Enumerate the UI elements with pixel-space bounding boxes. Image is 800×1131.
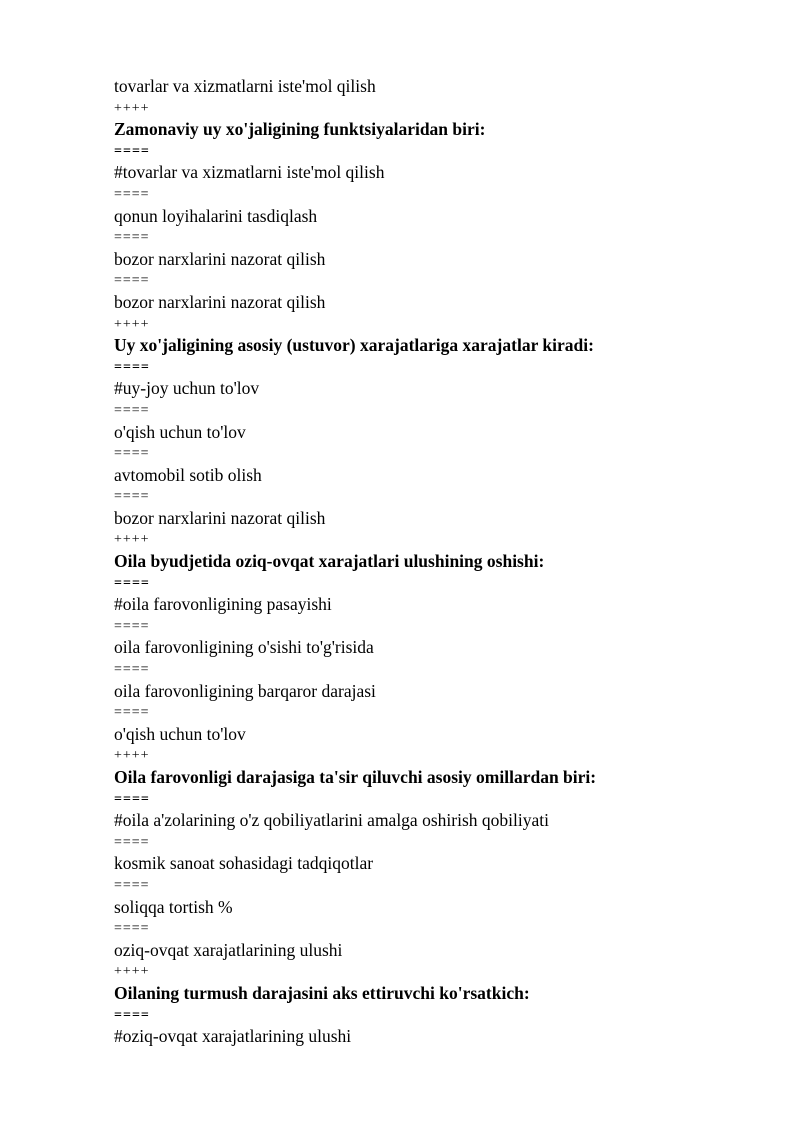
separator: ==== (114, 791, 150, 807)
separator: ==== (114, 446, 150, 462)
separator: ==== (114, 705, 150, 721)
answer-option: #tovarlar va xizmatlarni iste'mol qilish (114, 162, 385, 183)
answer-option: qonun loyihalarini tasdiqlash (114, 205, 318, 226)
question-text: Zamonaviy uy xo'jaligining funktsiyalaridan biri: (114, 119, 486, 140)
separator: ++++ (114, 748, 150, 764)
question-text: Oila farovonligi darajasiga ta'sir qiluvchi asosiy omillardan biri: (114, 767, 597, 787)
separator: ==== (114, 1007, 150, 1023)
question-text: Oilaning turmush darajasini aks ettiruvchi ko'rsatkich: (114, 982, 530, 1003)
separator: ==== (114, 143, 150, 159)
separator: ++++ (114, 316, 150, 332)
separator: ++++ (114, 100, 150, 116)
separator: ==== (114, 186, 150, 202)
separator: ==== (114, 877, 150, 893)
answer-option: o'qish uchun to'lov (114, 421, 246, 442)
answer-option: oila farovonligining barqaror darajasi (114, 680, 376, 701)
answer-option: #oziq-ovqat xarajatlarining ulushi (114, 1026, 352, 1047)
separator: ==== (114, 359, 150, 375)
answer-option: #oila a'zolarining o'z qobiliyatlarini amalga oshirish qobiliyati (114, 810, 549, 831)
separator: ==== (114, 834, 150, 850)
separator: ==== (114, 273, 150, 289)
separator: ==== (114, 921, 150, 937)
answer-option: #oila farovonligining pasayishi (114, 594, 332, 615)
answer-option: bozor narxlarini nazorat qilish (114, 248, 326, 269)
answer-option: soliqqa tortish % (114, 896, 233, 917)
separator: ==== (114, 489, 150, 505)
separator: ==== (114, 618, 150, 634)
answer-option: bozor narxlarini nazorat qilish (114, 507, 326, 528)
answer-option: o'qish uchun to'lov (114, 723, 246, 744)
answer-option: oziq-ovqat xarajatlarining ulushi (114, 939, 343, 960)
answer-option: bozor narxlarini nazorat qilish (114, 291, 326, 312)
separator: ==== (114, 230, 150, 246)
separator: ==== (114, 575, 150, 591)
answer-option: #uy-joy uchun to'lov (114, 378, 260, 399)
answer-option: tovarlar va xizmatlarni iste'mol qilish (114, 76, 376, 96)
answer-option: kosmik sanoat sohasidagi tadqiqotlar (114, 853, 374, 874)
separator: ==== (114, 402, 150, 418)
question-text: Uy xo'jaligining asosiy (ustuvor) xarajatlariga xarajatlar kiradi: (114, 335, 594, 356)
question-text: Oila byudjetida oziq-ovqat xarajatlari ulushining oshishi: (114, 551, 545, 572)
answer-option: avtomobil sotib olish (114, 464, 262, 485)
document-page (114, 76, 754, 1048)
separator: ++++ (114, 532, 150, 548)
separator: ++++ (114, 964, 150, 980)
answer-option: oila farovonligining o'sishi to'g'risida (114, 637, 374, 658)
separator: ==== (114, 662, 150, 678)
